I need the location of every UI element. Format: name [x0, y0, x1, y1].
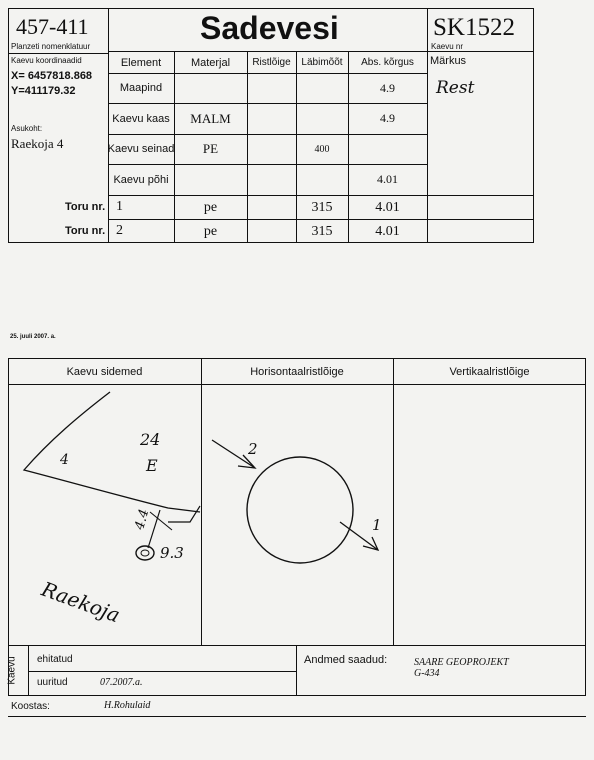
row-element: Kaevu seinad [107, 143, 175, 155]
data-source-company: SAARE GEOPROJEKT [414, 657, 509, 668]
divider [8, 716, 586, 717]
pipe-label: Toru nr. [65, 225, 106, 237]
divider [296, 646, 297, 696]
location-label: Asukoht: [11, 124, 43, 133]
pipe-1-label: 1 [372, 516, 382, 534]
date-stamp: 25. juuli 2007. a. [10, 334, 56, 340]
sketch-label: E [146, 456, 158, 475]
pipe-height: 4.01 [375, 223, 400, 239]
col-header-element: Element [120, 56, 162, 69]
nomenclature-number: 457-411 [16, 14, 89, 39]
coord-x: X= 6457818.868 [11, 70, 93, 82]
pipe-2-label: 2 [248, 440, 258, 458]
col-header-material: Materjal [190, 56, 231, 69]
row-element: Kaevu kaas [112, 112, 170, 125]
row-material: MALM [190, 110, 231, 126]
panel-title-vertical: Vertikaalristlõige [449, 366, 530, 378]
row-height: 4.01 [377, 172, 398, 186]
compiled-value: H.Rohulaid [104, 700, 151, 711]
row-material: PE [202, 141, 219, 156]
col-header-height: Abs. kõrgus [361, 57, 414, 68]
panel-title-horizontal: Horisontaalristlõige [250, 366, 344, 378]
pipe-material: pe [203, 199, 218, 215]
remarks-value: Rest [436, 78, 475, 98]
data-source-label: Andmed saadud: [304, 654, 388, 666]
col-header-diameter: Läbimõõt [301, 57, 343, 68]
well-number-label: Kaevu nr [431, 42, 464, 51]
location-value: Raekoja 4 [11, 136, 64, 151]
col-header-section: Ristlõige [252, 57, 291, 68]
well-number: SK1522 [433, 14, 515, 41]
pipe-height: 4.01 [375, 199, 400, 215]
row-diameter: 400 [314, 143, 330, 155]
sketch-street-label: Raekoja [38, 576, 124, 628]
divider [28, 671, 296, 672]
nomenclature-label: Planzeti nomenklatuur [11, 42, 91, 51]
coord-y: Y=411179.32 [11, 85, 76, 97]
row-height: 4.9 [380, 80, 395, 95]
sketch-label: 9.3 [160, 544, 184, 562]
built-label: ehitatud [37, 654, 73, 665]
compiled-label: Koostas: [11, 701, 50, 712]
pipe-number: 1 [116, 199, 123, 214]
pipe-diameter: 315 [311, 223, 333, 239]
pipe-label: Toru nr. [65, 201, 106, 213]
sketch-label: 24 [140, 430, 161, 449]
surveyed-value: 07.2007.a. [100, 677, 143, 688]
coords-label: Kaevu koordinaadid [11, 56, 82, 65]
surveyed-label: uuritud [37, 677, 68, 688]
panel-title-connections: Kaevu sidemed [66, 366, 143, 378]
sketch-label: 4 [60, 452, 69, 468]
data-source-code: G-434 [414, 668, 440, 679]
pipe-material: pe [203, 223, 218, 239]
row-height: 4.9 [380, 111, 395, 125]
pipe-number: 2 [116, 223, 123, 238]
pipe-diameter: 315 [311, 199, 333, 215]
sketch-label: 4.4 [132, 507, 153, 532]
row-element: Kaevu põhi [113, 173, 169, 186]
kaevu-vertical-label: Kaevu [6, 656, 18, 685]
page-title: Sadevesi [200, 10, 339, 46]
row-element: Maapind [119, 82, 163, 94]
remarks-label: Märkus [430, 55, 467, 67]
